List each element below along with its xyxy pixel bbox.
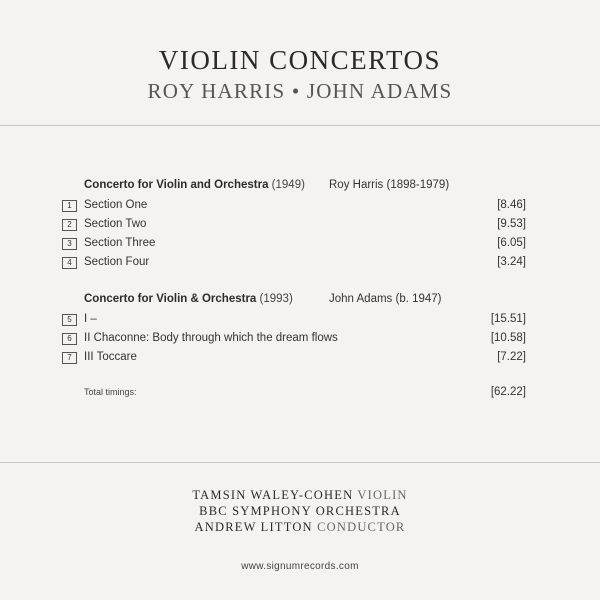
track-number: 6 xyxy=(62,333,77,345)
track-name: Section Three xyxy=(84,237,156,249)
track-row xyxy=(62,237,526,251)
soloist-role: VIOLIN xyxy=(357,488,408,502)
work-year: (1949) xyxy=(271,179,305,191)
credit-conductor xyxy=(0,519,600,535)
performer-credits xyxy=(0,487,600,535)
work-year: (1993) xyxy=(259,293,293,305)
track-name: II Chaconne: Body through which the dream flows xyxy=(84,332,338,344)
track-name: Section One xyxy=(84,199,148,211)
total-timings-value: [62.22] xyxy=(490,386,526,398)
track-number: 4 xyxy=(62,257,77,269)
credit-soloist xyxy=(0,487,600,503)
track-row xyxy=(62,313,526,327)
work-heading xyxy=(84,179,544,193)
album-composers: ROY HARRIS • JOHN ADAMS xyxy=(147,79,453,103)
work-title: Concerto for Violin & Orchestra xyxy=(84,293,257,305)
track-length: [15.51] xyxy=(490,313,526,325)
track-row xyxy=(62,218,526,232)
track-number: 5 xyxy=(62,314,77,326)
track-length: [7.22] xyxy=(497,351,526,363)
track-row xyxy=(62,199,526,213)
track-number: 2 xyxy=(62,219,77,231)
total-timings-row xyxy=(84,386,526,400)
soloist-name: TAMSIN WALEY-COHEN xyxy=(192,488,354,502)
track-name: Section Four xyxy=(84,256,150,268)
track-row xyxy=(62,351,526,365)
credit-orchestra: BBC SYMPHONY ORCHESTRA xyxy=(199,504,401,518)
album-title: VIOLIN CONCERTOS xyxy=(158,45,442,75)
track-number: 1 xyxy=(62,200,77,212)
track-length: [6.05] xyxy=(497,237,526,249)
website-url: www.signumrecords.com xyxy=(241,561,359,572)
track-name: I – xyxy=(84,313,97,325)
bottom-divider xyxy=(0,462,600,463)
conductor-role: CONDUCTOR xyxy=(317,520,406,534)
total-timings-label: Total timings: xyxy=(84,387,137,397)
track-length: [9.53] xyxy=(497,218,526,230)
work-heading xyxy=(84,293,544,307)
track-number: 7 xyxy=(62,352,77,364)
track-length: [10.58] xyxy=(490,332,526,344)
work-composer: Roy Harris (1898-1979) xyxy=(329,179,450,191)
track-row xyxy=(62,332,526,346)
track-row xyxy=(62,256,526,270)
track-name: III Toccare xyxy=(84,351,137,363)
track-number: 3 xyxy=(62,238,77,250)
track-length: [8.46] xyxy=(497,199,526,211)
work-composer: John Adams (b. 1947) xyxy=(329,293,442,305)
conductor-name: ANDREW LITTON xyxy=(194,520,313,534)
track-length: [3.24] xyxy=(497,256,526,268)
track-name: Section Two xyxy=(84,218,147,230)
work-title: Concerto for Violin and Orchestra xyxy=(84,179,269,191)
